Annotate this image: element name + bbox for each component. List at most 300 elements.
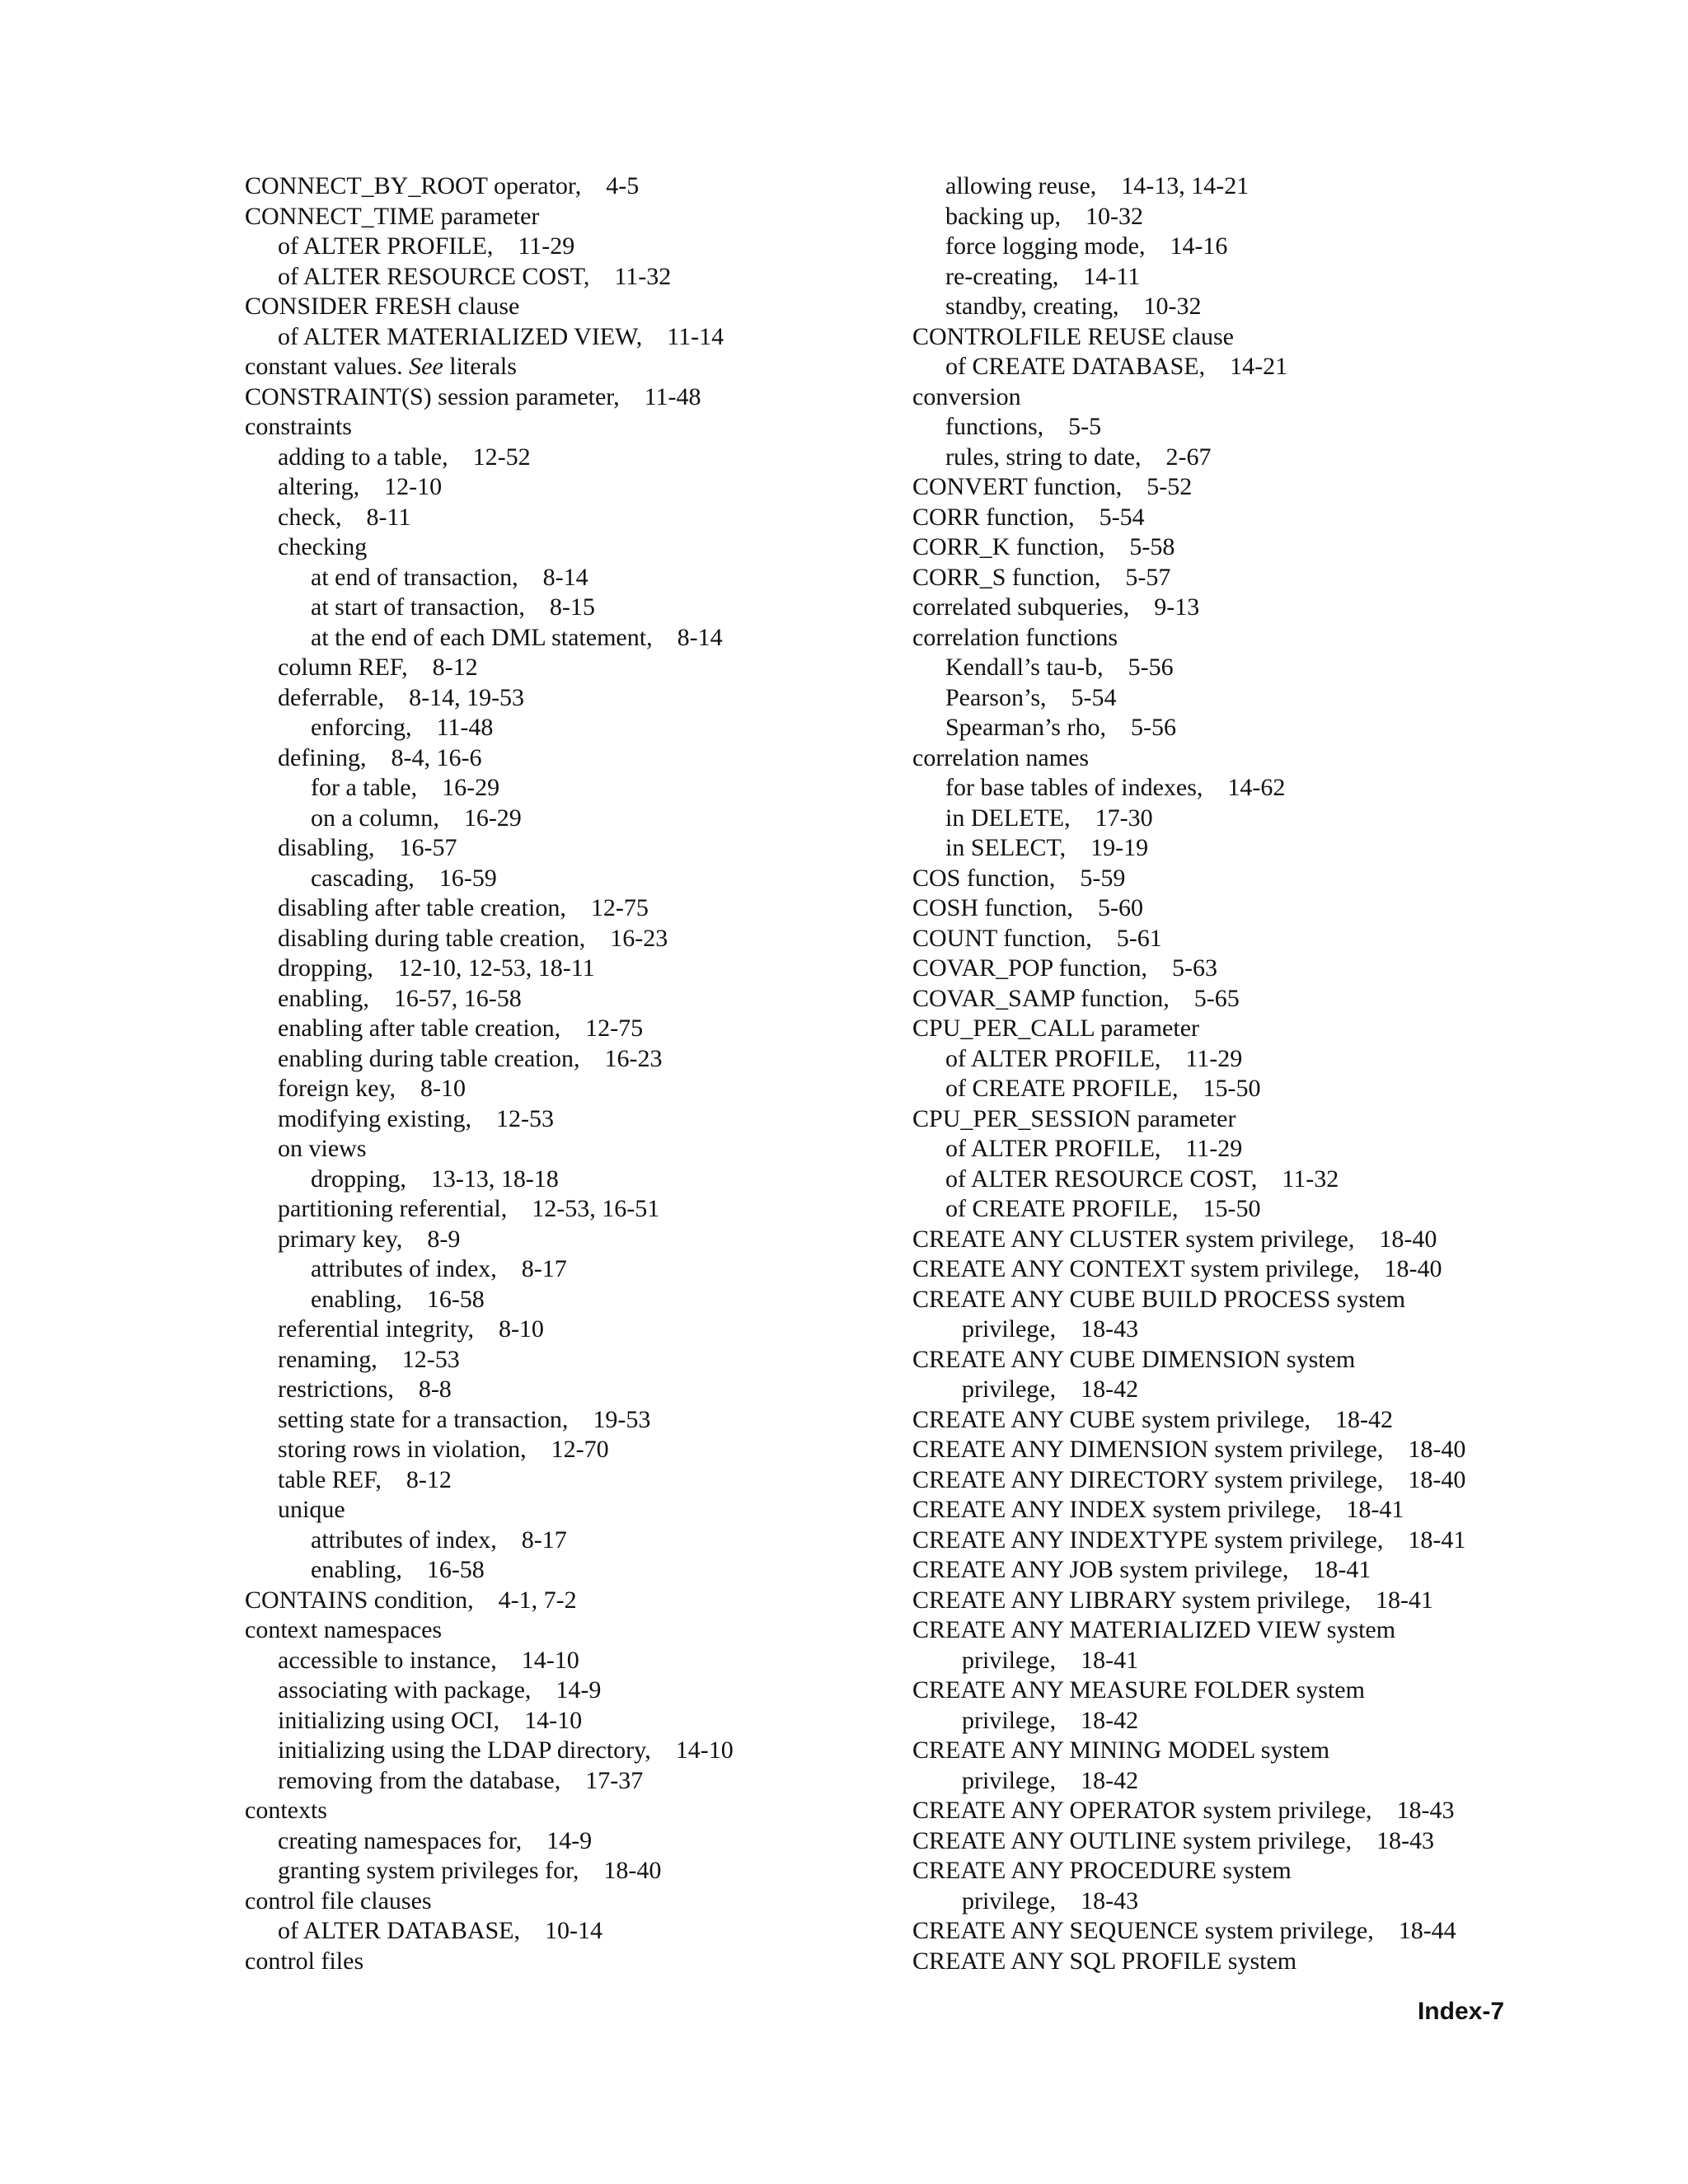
index-entry [912, 743, 1555, 774]
index-term: privilege [962, 1315, 1050, 1343]
index-term: CREATE ANY DIRECTORY system privilege [912, 1465, 1377, 1493]
index-entry [245, 683, 888, 714]
index-term: functions [945, 413, 1038, 440]
index-term: Kendall’s tau-b [945, 654, 1098, 681]
index-entry [245, 202, 888, 232]
index-page-refs: , 11-29 [1155, 1135, 1242, 1162]
index-term: accessible to instance [278, 1646, 491, 1674]
index-term: associating with package [278, 1676, 525, 1704]
index-entry [912, 1194, 1555, 1225]
index-page-refs: , 18-41 [1377, 1526, 1466, 1554]
index-page-refs: , 14-10 [494, 1707, 583, 1734]
index-entry [245, 1526, 888, 1556]
index-term: for base tables of indexes [945, 774, 1197, 801]
index-term: of CREATE PROFILE [945, 1075, 1173, 1102]
index-term: check [278, 503, 335, 531]
index-entry [912, 1766, 1555, 1797]
index-term: at start of transaction [311, 593, 519, 621]
index-entry [912, 1465, 1555, 1496]
index-term: privilege [962, 1706, 1050, 1734]
index-page-refs: , 11-48 [406, 714, 493, 741]
index-term: correlation names [912, 743, 1090, 771]
index-term: privilege [962, 1766, 1050, 1794]
index-term: CPU_PER_CALL parameter [912, 1015, 1200, 1042]
index-page-refs: , 8-14, 19-53 [378, 684, 524, 711]
index-entry [912, 1104, 1555, 1135]
index-entry [912, 232, 1555, 262]
index-entry [245, 1555, 888, 1586]
index-page-refs: , 11-29 [1155, 1045, 1242, 1072]
index-page-refs: , 14-62 [1197, 774, 1286, 801]
index-entry [912, 1526, 1555, 1556]
page-number: Index-7 [1417, 1998, 1504, 2025]
index-page-refs: , 18-43 [1366, 1797, 1455, 1824]
index-term: dropping [311, 1165, 401, 1193]
index-term: attributes of index [311, 1255, 491, 1282]
index-entry [245, 1947, 888, 1977]
index-page-refs: , 16-29 [433, 804, 522, 832]
index-term: re-creating [945, 262, 1053, 290]
index-term: on a column [311, 804, 434, 832]
index-term: CREATE ANY SQL PROFILE system [912, 1947, 1297, 1975]
index-column-right [912, 171, 1555, 1976]
index-term: CONNECT_TIME parameter [245, 202, 540, 230]
index-term: enabling [311, 1556, 396, 1583]
index-term: of ALTER PROFILE [945, 1135, 1155, 1162]
index-term: CREATE ANY MEASURE FOLDER system [912, 1676, 1365, 1704]
index-term: CREATE ANY JOB system privilege [912, 1556, 1282, 1583]
index-entry [245, 1615, 888, 1646]
index-term: COS function [912, 864, 1049, 892]
index-entry [912, 443, 1555, 473]
index-page-refs: , 12-53 [466, 1105, 555, 1132]
index-page-refs: , 17-30 [1064, 804, 1153, 832]
index-entry [245, 1315, 888, 1345]
index-entry [912, 1706, 1555, 1736]
index-entry [912, 1405, 1555, 1436]
index-term: backing up [945, 202, 1055, 230]
index-term: control files [245, 1947, 364, 1975]
index-page-refs: , 18-41 [1344, 1586, 1433, 1614]
index-entry [912, 864, 1555, 894]
index-page-refs: , 18-40 [1377, 1436, 1466, 1463]
index-term: creating namespaces for [278, 1826, 516, 1854]
index-entry [912, 1826, 1555, 1857]
index-entry [245, 1675, 888, 1706]
index-term: on views [278, 1135, 367, 1162]
index-term: CORR function [912, 503, 1069, 531]
index-entry [245, 1435, 888, 1465]
index-term: CREATE ANY DIMENSION system privilege [912, 1436, 1377, 1463]
index-page-refs: , 10-32 [1113, 293, 1202, 320]
index-term: CREATE ANY CLUSTER system privilege [912, 1225, 1348, 1253]
index-page-refs: , 18-40 [1353, 1255, 1442, 1282]
index-term: standby, creating [945, 293, 1113, 320]
index-page-refs: , 2-67 [1135, 443, 1212, 471]
index-page-refs: , 11-32 [1251, 1165, 1339, 1193]
index-term: COVAR_SAMP function [912, 984, 1164, 1012]
index-page-refs: , 12-10, 12-53, 18-11 [367, 954, 594, 982]
index-term: CREATE ANY PROCEDURE system [912, 1857, 1292, 1884]
index-term: CREATE ANY INDEX system privilege [912, 1496, 1315, 1523]
index-term: force logging mode [945, 232, 1139, 260]
index-page-refs: , 5-57 [1095, 564, 1171, 591]
index-term: primary key [278, 1225, 396, 1253]
index-page-refs: , 10-32 [1054, 203, 1143, 230]
index-page-refs: , 14-21 [1199, 353, 1288, 380]
index-entry [245, 1465, 888, 1496]
index-page-refs: , 5-54 [1040, 684, 1117, 711]
index-term: correlation functions [912, 623, 1118, 651]
index-entry [245, 924, 888, 954]
index-term: of ALTER RESOURCE COST [945, 1165, 1251, 1193]
index-entry [245, 1014, 888, 1044]
index-page-refs: , 4-1, 7-2 [467, 1586, 576, 1614]
index-entry [912, 1254, 1555, 1285]
index-page-refs: , 16-23 [579, 925, 668, 952]
index-term: CREATE ANY CONTEXT system privilege [912, 1255, 1353, 1282]
index-entry [245, 713, 888, 743]
index-column-left [245, 171, 888, 1976]
index-term: privilege [962, 1646, 1050, 1674]
index-page-refs: , 18-43 [1050, 1315, 1139, 1343]
index-page-refs: , 8-8 [387, 1376, 452, 1403]
index-term: CONTAINS condition [245, 1586, 468, 1614]
index-entry [912, 1916, 1555, 1947]
index-page-refs: , 8-10 [390, 1075, 467, 1102]
index-entry [912, 1495, 1555, 1526]
index-page-refs: , 18-42 [1050, 1707, 1139, 1734]
index-page-refs: , 5-52 [1116, 473, 1193, 500]
index-page-refs: , 16-58 [396, 1286, 485, 1313]
index-entry [245, 804, 888, 834]
index-entry [245, 1104, 888, 1135]
index-entry [912, 262, 1555, 293]
index-entry [245, 743, 888, 774]
index-entry [912, 563, 1555, 593]
index-entry [245, 653, 888, 683]
index-entry [245, 1736, 888, 1766]
index-page-refs: , 14-16 [1139, 232, 1228, 260]
index-page-refs: , 8-11 [335, 504, 410, 531]
index-page-refs: , 14-10 [490, 1647, 579, 1674]
index-term: CREATE ANY CUBE BUILD PROCESS system [912, 1285, 1406, 1313]
index-term: of ALTER DATABASE [278, 1917, 514, 1944]
index-page-refs: , 14-11 [1053, 263, 1140, 290]
index-entry [912, 1555, 1555, 1586]
index-term: CORR_K function [912, 533, 1099, 560]
index-term: CPU_PER_SESSION parameter [912, 1104, 1236, 1132]
index-page-refs: , 14-13, 14-21 [1090, 172, 1249, 199]
index-page-refs: , 16-59 [408, 865, 497, 892]
index-page-refs: , 11-32 [584, 263, 671, 290]
index-entry [245, 232, 888, 262]
index-term: foreign key [278, 1075, 390, 1102]
index-entry [912, 1345, 1555, 1376]
index-entry [912, 171, 1555, 202]
index-term: Pearson’s [945, 683, 1040, 711]
index-entry [245, 1916, 888, 1947]
index-entry [245, 472, 888, 503]
index-term: dropping [278, 954, 368, 982]
index-term: cascading [311, 864, 409, 892]
index-entry [245, 593, 888, 623]
index-entry [912, 1675, 1555, 1706]
index-term: CONTROLFILE REUSE clause [912, 322, 1234, 350]
index-page-refs: , 5-58 [1099, 533, 1175, 560]
index-term: CREATE ANY LIBRARY system privilege [912, 1586, 1345, 1614]
index-term: CREATE ANY CUBE DIMENSION system [912, 1345, 1356, 1373]
index-entry [912, 292, 1555, 322]
index-page-refs: , 9-13 [1123, 593, 1200, 621]
index-term: CREATE ANY OUTLINE system privilege [912, 1826, 1346, 1854]
index-term: conversion [912, 382, 1021, 410]
index-entry [912, 352, 1555, 382]
index-entry [912, 924, 1555, 954]
index-term: constraints [245, 413, 352, 440]
index-entry [245, 1796, 888, 1826]
index-entry [912, 1285, 1555, 1315]
index-term: COVAR_POP function [912, 954, 1142, 982]
index-term: adding to a table [278, 443, 443, 471]
index-entry [912, 1375, 1555, 1405]
index-entry [912, 1646, 1555, 1676]
index-entry [245, 382, 888, 413]
index-entry [912, 593, 1555, 623]
index-term: of CREATE PROFILE [945, 1195, 1173, 1222]
index-term: CREATE ANY MATERIALIZED VIEW system [912, 1616, 1396, 1643]
index-entry [245, 1165, 888, 1195]
index-term: enabling after table creation [278, 1015, 555, 1042]
index-entry [912, 1947, 1555, 1977]
index-entry [912, 202, 1555, 232]
index-entry [245, 773, 888, 804]
index-page-refs: , 8-17 [490, 1255, 567, 1282]
index-entry [245, 563, 888, 593]
index-term: Spearman’s rho [945, 714, 1100, 741]
index-entry [912, 653, 1555, 683]
index-entry [245, 1254, 888, 1285]
index-term: CREATE ANY OPERATOR system privilege [912, 1797, 1367, 1824]
index-term: control file clauses [245, 1886, 432, 1915]
index-entry [912, 773, 1555, 804]
index-term: COSH function [912, 894, 1067, 921]
index-term: referential integrity [278, 1315, 468, 1343]
index-term: of CREATE DATABASE [945, 353, 1199, 380]
index-page-refs: , 18-44 [1367, 1917, 1456, 1944]
index-entry [245, 1586, 888, 1616]
index-page-refs: , 8-14 [512, 564, 588, 591]
index-entry [912, 1225, 1555, 1255]
index-entry [912, 984, 1555, 1015]
index-page-refs: , 15-50 [1172, 1195, 1261, 1222]
index-page-refs: , 15-50 [1172, 1075, 1261, 1102]
index-term: enabling during table creation [278, 1044, 574, 1072]
index-page-refs: , 16-58 [396, 1556, 485, 1583]
index-term: defining [278, 743, 360, 771]
index-page-refs: , 8-14 [646, 624, 723, 651]
index-page-refs: , 5-63 [1142, 954, 1218, 982]
index-page-refs: , 14-9 [516, 1827, 593, 1854]
index-entry [245, 833, 888, 864]
index-term: CREATE ANY INDEXTYPE system privilege [912, 1526, 1377, 1554]
index-term: setting state for a transaction [278, 1405, 562, 1433]
index-entry [912, 1074, 1555, 1104]
index-entry [912, 1856, 1555, 1886]
index-entry [912, 1165, 1555, 1195]
index-page-refs: , 18-42 [1050, 1376, 1139, 1403]
index-term: CREATE ANY MINING MODEL system [912, 1736, 1330, 1764]
index-term: disabling during table creation [278, 924, 579, 952]
index-entry [912, 322, 1555, 353]
index-term: CONSTRAINT(S) session parameter [245, 382, 614, 410]
index-page-refs: , 8-15 [518, 593, 595, 621]
index-entry [245, 292, 888, 322]
index-page-refs: , 5-5 [1038, 413, 1102, 440]
index-entry [245, 443, 888, 473]
index-page-refs: , 5-56 [1097, 654, 1174, 681]
index-entry [245, 1194, 888, 1225]
index-entry [912, 804, 1555, 834]
index-term: disabling [278, 834, 368, 861]
index-page-refs: , 13-13, 18-18 [400, 1165, 558, 1193]
index-page-refs: , 16-29 [411, 774, 500, 801]
index-term: CREATE ANY SEQUENCE system privilege [912, 1917, 1368, 1944]
index-term: CREATE ANY CUBE system privilege [912, 1405, 1305, 1433]
index-term: restrictions [278, 1376, 388, 1403]
index-term: correlated subqueries [912, 593, 1123, 621]
index-entry [912, 1014, 1555, 1044]
index-entry [245, 1495, 888, 1526]
index-entry [912, 1586, 1555, 1616]
index-entry [245, 954, 888, 984]
index-page-refs: , 16-57, 16-58 [363, 985, 521, 1012]
index-page-refs: , 5-54 [1068, 504, 1145, 531]
index-term: renaming [278, 1345, 372, 1373]
index-term: of ALTER RESOURCE COST [278, 262, 584, 290]
index-page-refs: , 12-52 [442, 443, 531, 471]
index-entry [245, 1225, 888, 1255]
index-entry [245, 532, 888, 563]
index-entry [912, 472, 1555, 503]
index-entry [245, 1285, 888, 1315]
index-entry [245, 1074, 888, 1104]
index-term: enforcing [311, 714, 406, 741]
index-term: removing from the database [278, 1766, 555, 1794]
index-page-refs: , 12-75 [560, 894, 649, 921]
index-page-refs: , 11-29 [487, 232, 574, 260]
index-page-refs: , 5-65 [1163, 985, 1240, 1012]
index-page-refs: , 18-42 [1050, 1767, 1139, 1794]
index-page-refs: , 12-75 [555, 1015, 644, 1042]
index-entry [245, 893, 888, 924]
index-entry [245, 1856, 888, 1886]
index-page-refs: , 18-41 [1315, 1496, 1404, 1523]
index-page-refs: , 12-53, 16-51 [501, 1195, 659, 1222]
index-term: altering [278, 473, 354, 500]
index-page-refs: , 8-9 [396, 1226, 461, 1253]
index-entry [245, 1345, 888, 1376]
index-entry [245, 1886, 888, 1917]
index-page-refs: , 8-4, 16-6 [360, 744, 481, 771]
index-term: at end of transaction [311, 563, 513, 591]
index-term: granting system privileges for [278, 1857, 573, 1884]
index-entry [912, 1315, 1555, 1345]
index-term: enabling [311, 1285, 396, 1313]
index-page-refs: , 12-10 [354, 473, 443, 500]
index-term: modifying existing [278, 1104, 466, 1132]
index-term: storing rows in violation [278, 1436, 521, 1463]
index-page-refs: , 14-9 [525, 1676, 602, 1704]
index-page-refs: , 5-61 [1085, 925, 1162, 952]
index-page-refs: , 18-40 [1377, 1466, 1466, 1493]
index-page-refs: , 10-14 [514, 1917, 603, 1944]
index-page-refs: , 18-43 [1050, 1887, 1139, 1915]
index-entry [245, 1134, 888, 1165]
index-term: in DELETE [945, 804, 1065, 832]
see-reference-label: . See [396, 353, 443, 380]
index-entry [245, 412, 888, 443]
index-page-refs: , 18-42 [1305, 1406, 1394, 1433]
index-entry [245, 1375, 888, 1405]
index-page-refs: , 19-19 [1060, 834, 1149, 861]
index-entry [245, 984, 888, 1015]
index-term: of ALTER MATERIALIZED VIEW [278, 322, 636, 350]
index-entry [245, 262, 888, 293]
index-page-refs: , 19-53 [562, 1406, 651, 1433]
index-entry [245, 1706, 888, 1736]
index-term: partitioning referential [278, 1195, 501, 1222]
index-entry [912, 683, 1555, 714]
index-entry [912, 893, 1555, 924]
index-entry [912, 412, 1555, 443]
index-page-refs: , 12-70 [520, 1436, 609, 1463]
index-entry [912, 532, 1555, 563]
index-page-refs: , 18-41 [1050, 1647, 1139, 1674]
index-term: at the end of each DML statement [311, 623, 647, 651]
index-term: disabling after table creation [278, 894, 560, 921]
index-page-refs: , 8-12 [401, 654, 478, 681]
index-page-refs: , 11-14 [636, 323, 724, 350]
index-term: CONSIDER FRESH clause [245, 293, 520, 320]
index-page-refs: , 16-57 [368, 834, 457, 861]
index-term: CONNECT_BY_ROOT operator [245, 172, 575, 199]
index-page-refs: , 5-56 [1100, 714, 1176, 741]
index-entry [912, 1615, 1555, 1646]
index-entry [912, 954, 1555, 984]
index-term: initializing using OCI [278, 1706, 494, 1734]
index-term: unique [278, 1496, 345, 1523]
index-term: context namespaces [245, 1616, 443, 1643]
index-entry [245, 352, 888, 382]
index-page-refs: , 18-40 [1348, 1226, 1437, 1253]
index-term: CONVERT function [912, 473, 1116, 500]
index-page-refs: , 18-43 [1345, 1827, 1434, 1854]
index-page-refs: , 5-60 [1067, 894, 1144, 921]
index-entry [912, 1435, 1555, 1465]
index-term: contexts [245, 1797, 327, 1824]
index-term: CORR_S function [912, 563, 1095, 591]
index-entry [245, 171, 888, 202]
index-entry [912, 623, 1555, 654]
index-page-refs: , 8-12 [375, 1466, 452, 1493]
index-entry [245, 623, 888, 654]
index-entry [912, 1796, 1555, 1826]
index-entry [245, 1646, 888, 1676]
index-entry [912, 713, 1555, 743]
index-page-refs: , 4-5 [575, 172, 640, 199]
index-term: initializing using the LDAP directory [278, 1736, 645, 1764]
